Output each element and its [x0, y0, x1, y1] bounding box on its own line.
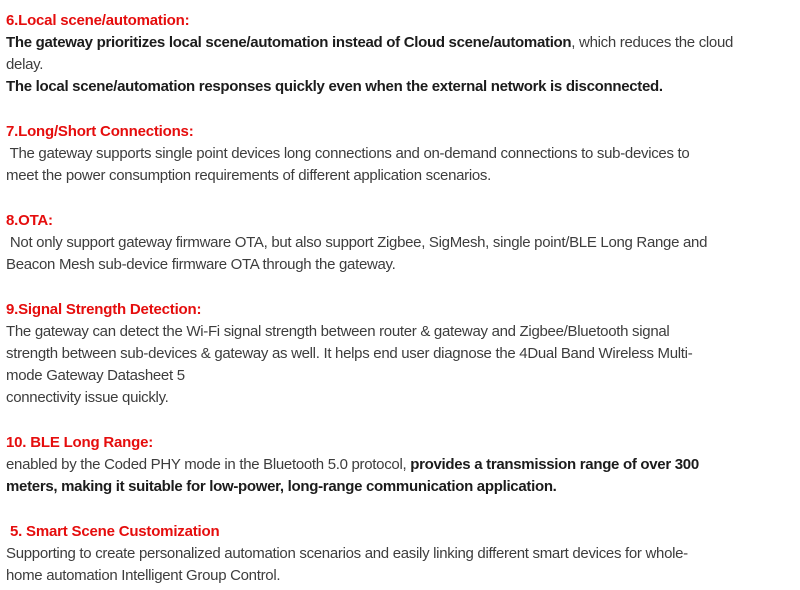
section-heading: 8.OTA: [6, 212, 53, 229]
section-local-scene-automation [6, 10, 792, 98]
text-line [6, 365, 792, 387]
text-line [6, 165, 792, 187]
document-content [6, 10, 792, 587]
text-line [6, 232, 792, 254]
text-run: The gateway supports single point devices long connections and on-demand connections to sub-devices to [6, 145, 690, 162]
paragraph [6, 232, 792, 276]
text-run: meet the power consumption requirements of different application scenarios. [6, 167, 492, 184]
section-heading: 9.Signal Strength Detection: [6, 301, 202, 318]
text-run: connectivity issue quickly. [6, 389, 169, 406]
bold-text-run: The local scene/automation responses quickly even when the external network is disconnected. [6, 78, 663, 95]
text-line [6, 543, 792, 565]
paragraph [6, 32, 792, 76]
text-run: enabled by the Coded PHY mode in the Bluetooth 5.0 protocol, [6, 456, 407, 473]
section-smart-scene-customization [6, 521, 792, 587]
section-heading: 6.Local scene/automation: [6, 12, 190, 29]
section-ota [6, 210, 792, 276]
paragraph [6, 321, 792, 409]
text-run: delay. [6, 56, 44, 73]
text-line [6, 254, 792, 276]
text-run: , which reduces the cloud [571, 34, 734, 51]
section-ble-long-range [6, 432, 792, 498]
text-line [6, 454, 792, 476]
text-line [6, 143, 792, 165]
text-run: Not only support gateway firmware OTA, but also support Zigbee, SigMesh, single point/BLE Long Range and [6, 234, 708, 251]
text-run: mode Gateway Datasheet 5 [6, 367, 185, 384]
bold-text-run: meters, making it suitable for low-power, long-range communication application. [6, 478, 557, 495]
text-run: The gateway can detect the Wi-Fi signal strength between router & gateway and Zigbee/Bluetooth signal [6, 323, 670, 340]
bold-text-run: provides a transmission range of over 300 [406, 456, 699, 473]
text-run: strength between sub-devices & gateway as well. It helps end user diagnose the 4Dual Band Wireless Multi- [6, 345, 693, 362]
section-heading: 7.Long/Short Connections: [6, 123, 194, 140]
section-heading: 5. Smart Scene Customization [6, 523, 220, 540]
paragraph [6, 454, 792, 498]
text-run: Beacon Mesh sub-device firmware OTA through the gateway. [6, 256, 396, 273]
text-run: Supporting to create personalized automation scenarios and easily linking different smart devices for whole- [6, 545, 688, 562]
paragraph [6, 76, 792, 98]
bold-text-run: The gateway prioritizes local scene/automation instead of Cloud scene/automation [6, 34, 572, 51]
paragraph [6, 543, 792, 587]
text-line [6, 476, 792, 498]
section-heading: 10. BLE Long Range: [6, 434, 154, 451]
text-line [6, 76, 792, 98]
text-line [6, 343, 792, 365]
text-line [6, 32, 792, 54]
text-line [6, 387, 792, 409]
text-line [6, 54, 792, 76]
paragraph [6, 143, 792, 187]
text-line [6, 565, 792, 587]
text-line [6, 321, 792, 343]
section-long-short-connections [6, 121, 792, 187]
section-signal-strength-detection [6, 299, 792, 409]
text-run: home automation Intelligent Group Control. [6, 567, 281, 584]
